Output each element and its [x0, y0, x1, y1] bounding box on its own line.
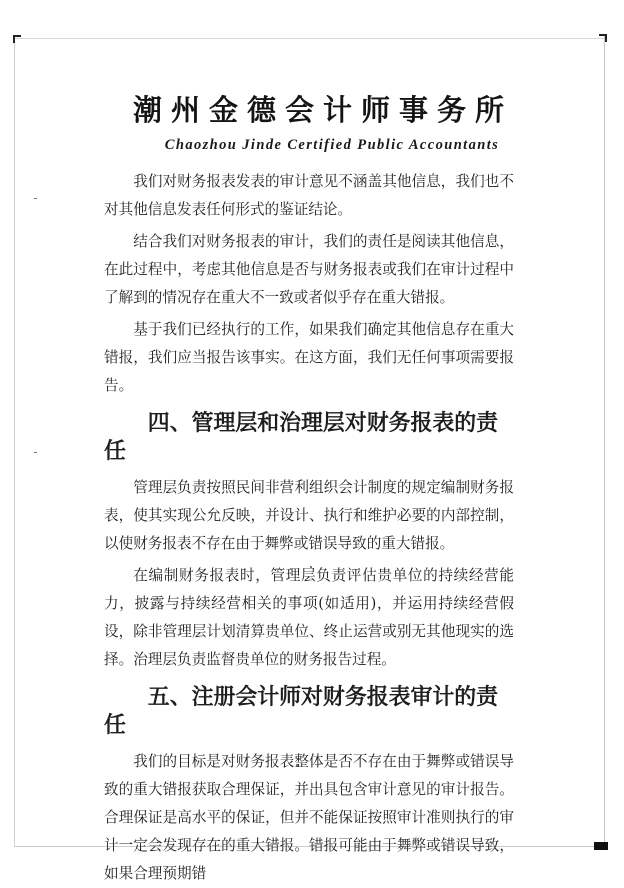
scan-corner-mark [599, 34, 607, 42]
firm-name-cn: 潮州金德会计师事务所 [132, 93, 513, 127]
paragraph-other-info-scope: 我们对财务报表发表的审计意见不涵盖其他信息，我们也不对其他信息发表任何形式的鉴证结论。 [104, 173, 514, 218]
scan-speck [34, 198, 37, 199]
section-heading-management-responsibility: 四、管理层和治理层对财务报表的责任 [104, 410, 499, 464]
paragraph-management-preparation: 管理层负责按照民间非营利组织会计制度的规定编制财务报表，使其实现公允反映，并设计、执行和维护必要的内部控制，以使财务报表不存在由于舞弊或错误导致的重大错报。 [104, 479, 514, 552]
scan-corner-mark [594, 842, 608, 850]
paragraph-auditor-reading-responsibility: 结合我们对财务报表的审计，我们的责任是阅读其他信息，在此过程中，考虑其他信息是否与财务报表或我们在审计过程中了解到的情况存在重大不一致或者似乎存在重大错报。 [104, 233, 514, 306]
scan-edge-right [604, 36, 605, 848]
scan-edge-left [14, 38, 15, 846]
scan-speck [34, 452, 37, 453]
scan-edge-top [14, 38, 604, 39]
report-body [104, 168, 514, 888]
letterhead [0, 88, 624, 154]
scan-corner-mark [13, 35, 21, 43]
section-heading-auditor-responsibility: 五、注册会计师对财务报表审计的责任 [104, 684, 499, 738]
firm-name-en: Chaozhou Jinde Certified Public Accountants [164, 137, 500, 153]
paragraph-reporting-fact: 基于我们已经执行的工作，如果我们确定其他信息存在重大错报，我们应当报告该事实。在这方面，我们无任何事项需要报告。 [104, 321, 514, 394]
paragraph-audit-objective: 我们的目标是对财务报表整体是否不存在由于舞弊或错误导致的重大错报获取合理保证，并出具包含审计意见的审计报告。合理保证是高水平的保证，但并不能保证按照审计准则执行的审计一定会发现存在的重大错报。错报可能由于舞弊或错误导致，如果合理预期错 [104, 753, 514, 882]
paragraph-going-concern: 在编制财务报表时，管理层负责评估贵单位的持续经营能力，披露与持续经营相关的事项(如适用)，并运用持续经营假设，除非管理层计划清算贵单位、终止运营或别无其他现实的选择。治理层负责监督贵单位的财务报告过程。 [104, 567, 514, 668]
